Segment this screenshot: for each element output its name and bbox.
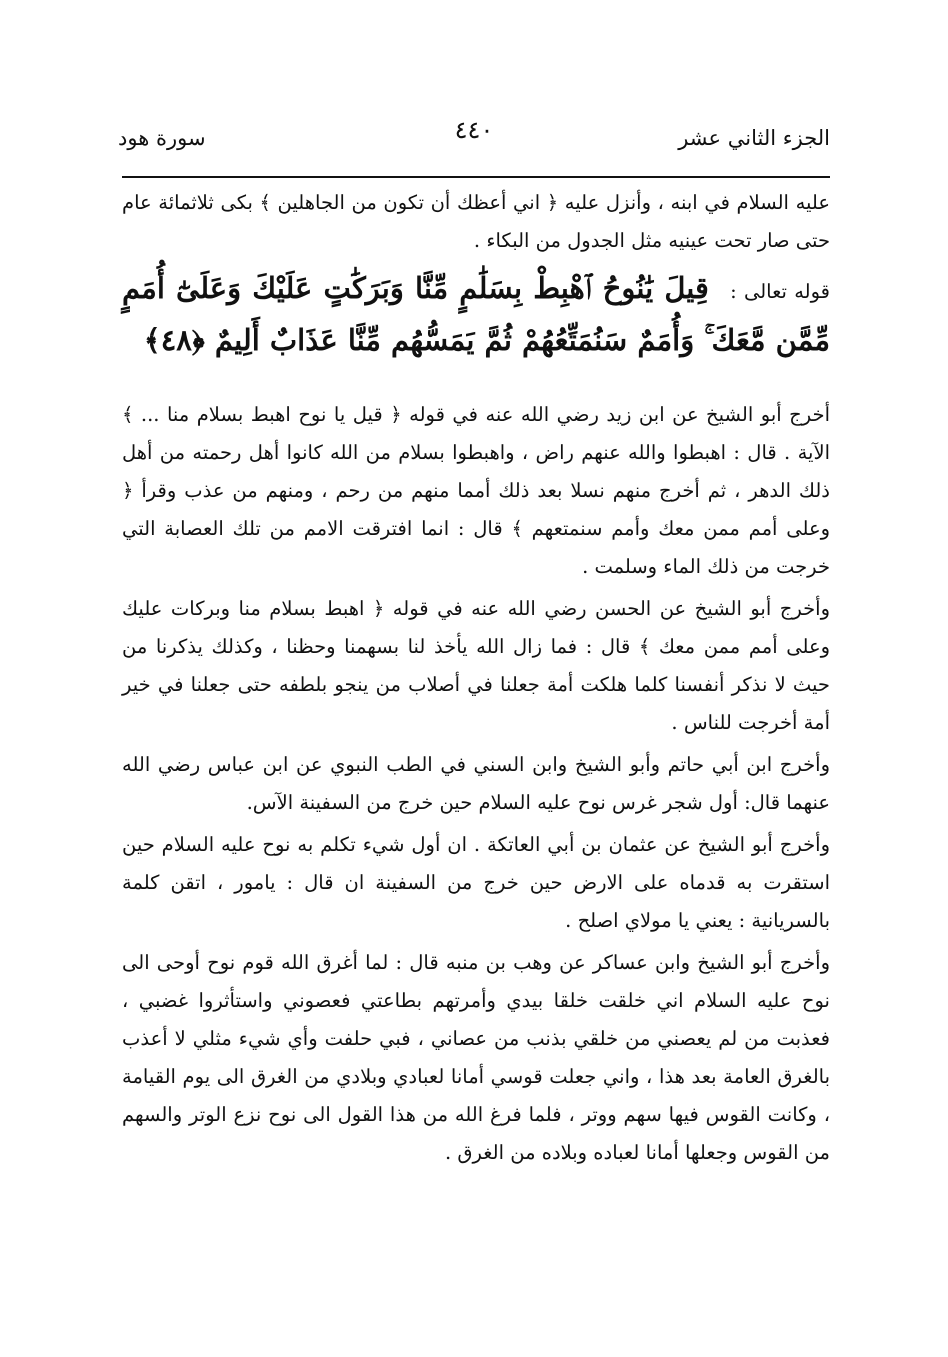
header-rule	[122, 176, 830, 178]
page-body	[122, 184, 830, 1172]
paragraph-wahb: وأخرج أبو الشيخ وابن عساكر عن وهب بن منبه قال : لما أغرق الله قوم نوح أوحى الى نوح عليه السلام اني خلقت خلقا بيدي وأمرتهم بطاعتي فعصوني واستأثروا غضبي ، فعذبت من لم يعصني من خلقي بذنب من عصاني ، فبي حلفت وأي شيء مثلي لا أعذب بالغرق العامة بعد هذا ، واني جعلت قوسي أمانا لعبادي وبلادي من الغرق الى يوم القيامة ، وكانت القوس فيها سهم ووتر ، فلما فرغ الله من هذا القول الى نوح نزع الوتر والسهم من القوس وجعلها أمانا لعباده وبلاده من الغرق .	[122, 951, 830, 1164]
paragraph-ibn-abbas: وأخرج ابن أبي حاتم وأبو الشيخ وابن السني في الطب النبوي عن ابن عباس رضي الله عنهما قال: أول شجر غرس نوح عليه السلام حين خرج من السفينة الآس.	[122, 753, 830, 814]
page-header	[118, 108, 830, 168]
surah-title: سورة هود	[118, 126, 206, 150]
paragraph-ibn-zaid: أخرج أبو الشيخ عن ابن زيد رضي الله عنه في قوله ﴿ قيل يا نوح اهبط بسلام منا ... ﴾ الآية . قال : اهبطوا والله عنهم راض ، واهبطوا بسلام من الله كانوا أهل رحمته من أهل ذلك الدهر ، ثم أخرج منهم نسلا بعد ذلك أمما منهم من رحم ، ومنهم من عذب وقرأ ﴿ وعلى أمم ممن معك وأمم سنمتعهم ﴾ قال : انما افترقت الامم من تلك العصابة التي خرجت من ذلك الماء وسلمت .	[122, 403, 830, 578]
intro-paragraph: عليه السلام في ابنه ، وأنزل عليه ﴿ اني أعظك أن تكون من الجاهلين ﴾ بكى ثلاثمائة عام حتى صار تحت عينيه مثل الجدول من البكاء .	[122, 191, 830, 252]
part-title: الجزء الثاني عشر	[678, 126, 830, 150]
paragraph-hasan: وأخرج أبو الشيخ عن الحسن رضي الله عنه في قوله ﴿ اهبط بسلام منا وبركات عليك وعلى أمم ممن معك ﴾ قال : فما زال الله يأخذ لنا بسهمنا وحظنا ، وكذلك يذكرنا من حيث لا نذكر أنفسنا كلما هلكت أمة جعلنا في أصلاب من ينجو بلطفه حتى جعلنا في خير أمة أخرجت للناس .	[122, 597, 830, 734]
paragraph-uthman: وأخرج أبو الشيخ عن عثمان بن أبي العاتكة . ان أول شيء تكلم به نوح عليه السلام حين استقرت به قدماه على الارض حين خرج من السفينة ان قال : يامور ، اتقن كلمة بالسريانية : يعني يا مولاي اصلح .	[122, 833, 830, 932]
verse-lead: قوله تعالى :	[730, 280, 831, 303]
quran-verse	[122, 264, 830, 368]
verse-text: قِيلَ يَٰنُوحُ ٱهْبِطْ بِسَلَٰمٍ مِّنَّا وَبَرَكَٰتٍ عَلَيْكَ وَعَلَىٰٓ أُمَمٍ مِّمَّن مَّعَكَ ۚ وَأُمَمٌ سَنُمَتِّعُهُمْ ثُمَّ يَمَسُّهُم مِّنَّا عَذَابٌ أَلِيمٌ ﴿٤٨﴾	[122, 271, 830, 357]
page-number: ٤٤٠	[454, 116, 494, 144]
